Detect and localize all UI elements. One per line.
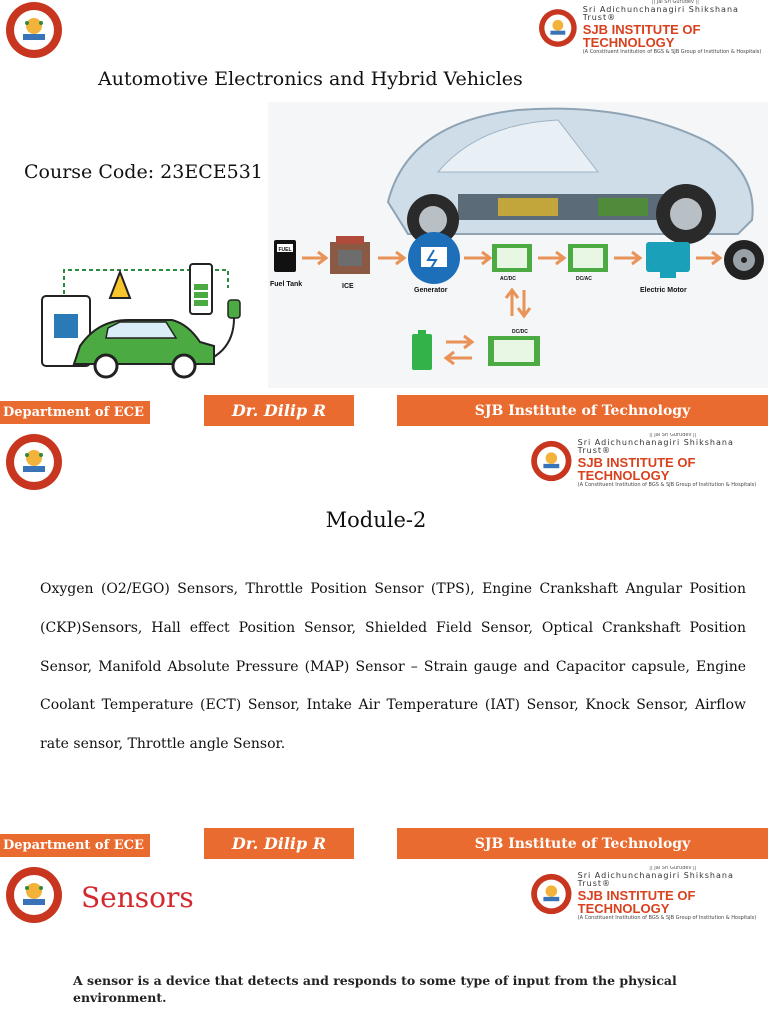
institute-seal-icon (537, 4, 579, 52)
svg-text:FUEL: FUEL (278, 247, 292, 253)
brand-trust: Sri Adichunchanagiri Shikshana Trust® (582, 5, 739, 22)
warning-icon (110, 272, 130, 298)
footer-author: Dr. Dilip R (204, 828, 354, 859)
course-title: Automotive Electronics and Hybrid Vehicles (98, 68, 523, 90)
label-fuel-tank: Fuel Tank (270, 281, 303, 288)
module-title: Module-2 (325, 508, 427, 532)
label-generator: Generator (414, 287, 448, 294)
brand-trust: Sri Adichunchanagiri Shikshana Trust® (577, 438, 734, 455)
label-ice: ICE (342, 283, 354, 290)
brand-motto: || Jai Sri Gurudev || (651, 0, 699, 5)
brand-affiliation: (A Constituent Institution of BGS & SJB Group of Institution & Hospitals) (577, 482, 757, 488)
slide-title (0, 0, 768, 433)
college-seal-icon (3, 1, 65, 59)
college-seal-icon (3, 866, 65, 924)
course-code: Course Code: 23ECE531 (24, 161, 263, 183)
slide-title: Sensors (81, 881, 194, 914)
footer-author: Dr. Dilip R (204, 395, 354, 426)
generator-icon (408, 232, 460, 284)
institute-seal-icon (529, 869, 574, 919)
plug-icon (228, 300, 240, 318)
engine-icon (330, 236, 370, 274)
label-dcac: DC/AC (576, 276, 592, 282)
ev-charging-illustration (38, 258, 248, 380)
sensor-definition: A sensor is a device that detects and responds to some type of input from the physical environment. (73, 973, 677, 1005)
slide-module (0, 433, 768, 866)
brand-name: SJB INSTITUTE OF TECHNOLOGY (577, 455, 696, 483)
footer-department: Department of ECE (0, 834, 150, 857)
brand-motto: || Jai Sri Gurudev || (649, 433, 697, 438)
footer-institute: SJB Institute of Technology (397, 395, 768, 426)
institute-brand (529, 866, 768, 921)
hybrid-powertrain-diagram (268, 102, 768, 388)
institute-seal-icon (529, 436, 574, 486)
label-dcdc: DC/DC (512, 329, 528, 335)
brand-affiliation: (A Constituent Institution of BGS & SJB Group of Institution & Hospitals) (577, 915, 757, 921)
brand-name: SJB INSTITUTE OF TECHNOLOGY (577, 888, 696, 916)
brand-affiliation: (A Constituent Institution of BGS & SJB Group of Institution & Hospitals) (582, 49, 762, 55)
brand-motto: || Jai Sri Gurudev || (649, 866, 697, 871)
battery-icon (412, 330, 432, 370)
dcdc-converter-icon (488, 336, 540, 366)
footer-department: Department of ECE (0, 401, 150, 424)
module-syllabus: Oxygen (O2/EGO) Sensors, Throttle Position Sensor (TPS), Engine Crankshaft Angular Position (CKP)Sensors, Hall effect Position Sensor, Shielded Field Sensor, Optical Crankshaft Position Sensor, Manifold Absolute Pressure (MAP) Sensor – Strain gauge and Capacitor capsule, Engine Coolant Temperature (ECT) Sensor, Intake Air Temperature (IAT) Sensor, Knock Sensor, Airflow rate sensor, Throttle angle Sensor. (40, 581, 746, 753)
college-seal-icon (3, 433, 65, 491)
slide-sensors (0, 866, 768, 1024)
label-electric-motor: Electric Motor (640, 287, 687, 294)
dcac-inverter-icon (568, 244, 608, 272)
drive-wheel-icon (724, 240, 764, 280)
acdc-converter-icon (492, 244, 532, 272)
institute-brand (537, 0, 768, 55)
footer-institute: SJB Institute of Technology (397, 828, 768, 859)
fuel-tank-icon (274, 240, 296, 272)
label-acdc: AC/DC (500, 276, 516, 282)
institute-brand (529, 433, 768, 488)
brand-trust: Sri Adichunchanagiri Shikshana Trust® (577, 871, 734, 888)
brand-name: SJB INSTITUTE OF TECHNOLOGY (582, 22, 701, 50)
